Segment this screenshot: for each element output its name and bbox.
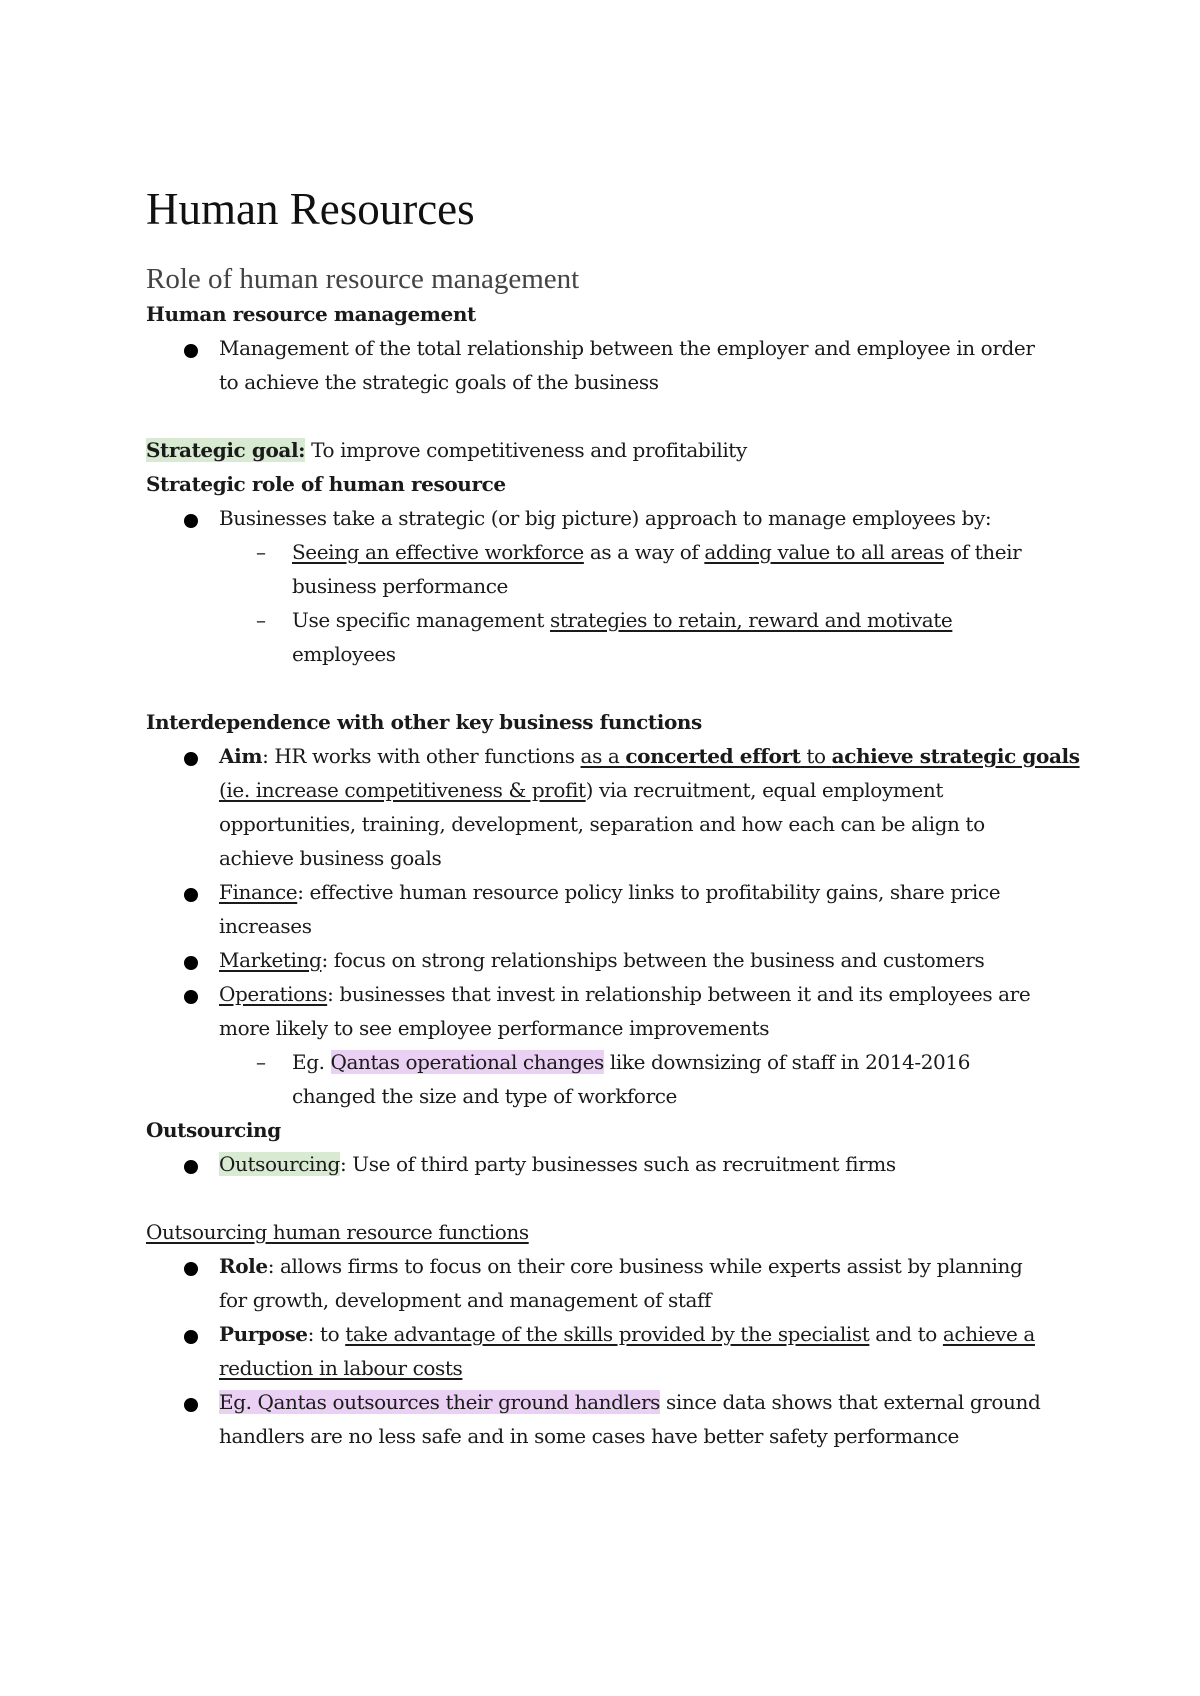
sub-list-item: – Eg. Qantas operational changes like downsizing of staff in 2014-2016 — [146, 1045, 1076, 1079]
page-title: Human Resources — [146, 184, 475, 234]
bullet-icon — [184, 514, 198, 528]
strategic-role-heading: Strategic role of human resource — [146, 471, 506, 496]
bullet-icon — [184, 1330, 198, 1344]
bullet-icon — [184, 888, 198, 902]
list-item-continuation: to achieve the strategic goals of the business — [219, 369, 659, 394]
sub-list-item-continuation: employees — [292, 641, 396, 666]
hrm-heading: Human resource management — [146, 301, 476, 326]
sub-list-item-continuation: business performance — [292, 573, 508, 598]
dash-icon: – — [256, 539, 266, 564]
list-item-continuation: (ie. increase competitiveness & profit) via recruitment, equal employment — [219, 777, 943, 802]
list-item: Eg. Qantas outsources their ground handlers since data shows that external ground — [146, 1385, 1076, 1419]
bullet-icon — [184, 1262, 198, 1276]
list-item-continuation: achieve business goals — [219, 845, 442, 870]
list-item-continuation: opportunities, training, development, separation and how each can be align to — [219, 811, 985, 836]
list-item: Management of the total relationship between the employer and employee in order — [146, 331, 1076, 365]
interdependence-heading: Interdependence with other key business functions — [146, 709, 702, 734]
list-item: Purpose: to take advantage of the skills provided by the specialist and to achieve a — [146, 1317, 1076, 1351]
list-item: Operations: businesses that invest in relationship between it and its employees are — [146, 977, 1076, 1011]
bullet-icon — [184, 956, 198, 970]
bullet-icon — [184, 1398, 198, 1412]
list-item: Role: allows firms to focus on their core business while experts assist by planning — [146, 1249, 1076, 1283]
sub-list-item: – Seeing an effective workforce as a way of adding value to all areas of their — [146, 535, 1076, 569]
section-subtitle: Role of human resource management — [146, 263, 580, 295]
list-item-continuation: more likely to see employee performance improvements — [219, 1015, 770, 1040]
outsourcing-hr-heading: Outsourcing human resource functions — [146, 1219, 529, 1244]
list-item: Outsourcing: Use of third party businesses such as recruitment firms — [146, 1147, 1076, 1181]
dash-icon: – — [256, 1049, 266, 1074]
bullet-icon — [184, 752, 198, 766]
dash-icon: – — [256, 607, 266, 632]
sub-list-item-continuation: changed the size and type of workforce — [292, 1083, 677, 1108]
strategic-goal-line: Strategic goal: To improve competitiveness and profitability — [146, 437, 747, 462]
list-item: Aim: HR works with other functions as a concerted effort to achieve strategic goals — [146, 739, 1076, 773]
bullet-icon — [184, 990, 198, 1004]
list-item-continuation: reduction in labour costs — [219, 1355, 463, 1380]
outsourcing-heading: Outsourcing — [146, 1117, 281, 1142]
document-body — [146, 182, 1080, 1453]
sub-list-item: – Use specific management strategies to retain, reward and motivate — [146, 603, 1076, 637]
list-item-continuation: for growth, development and management of staff — [219, 1287, 712, 1312]
list-item: Finance: effective human resource policy links to profitability gains, share price — [146, 875, 1076, 909]
bullet-icon — [184, 1160, 198, 1174]
list-item-continuation: increases — [219, 913, 312, 938]
bullet-icon — [184, 344, 198, 358]
list-item-continuation: handlers are no less safe and in some cases have better safety performance — [219, 1423, 959, 1448]
list-item: Marketing: focus on strong relationships between the business and customers — [146, 943, 1076, 977]
strategic-goal-label: Strategic goal: — [146, 437, 306, 462]
list-item: Businesses take a strategic (or big picture) approach to manage employees by: — [146, 501, 1076, 535]
